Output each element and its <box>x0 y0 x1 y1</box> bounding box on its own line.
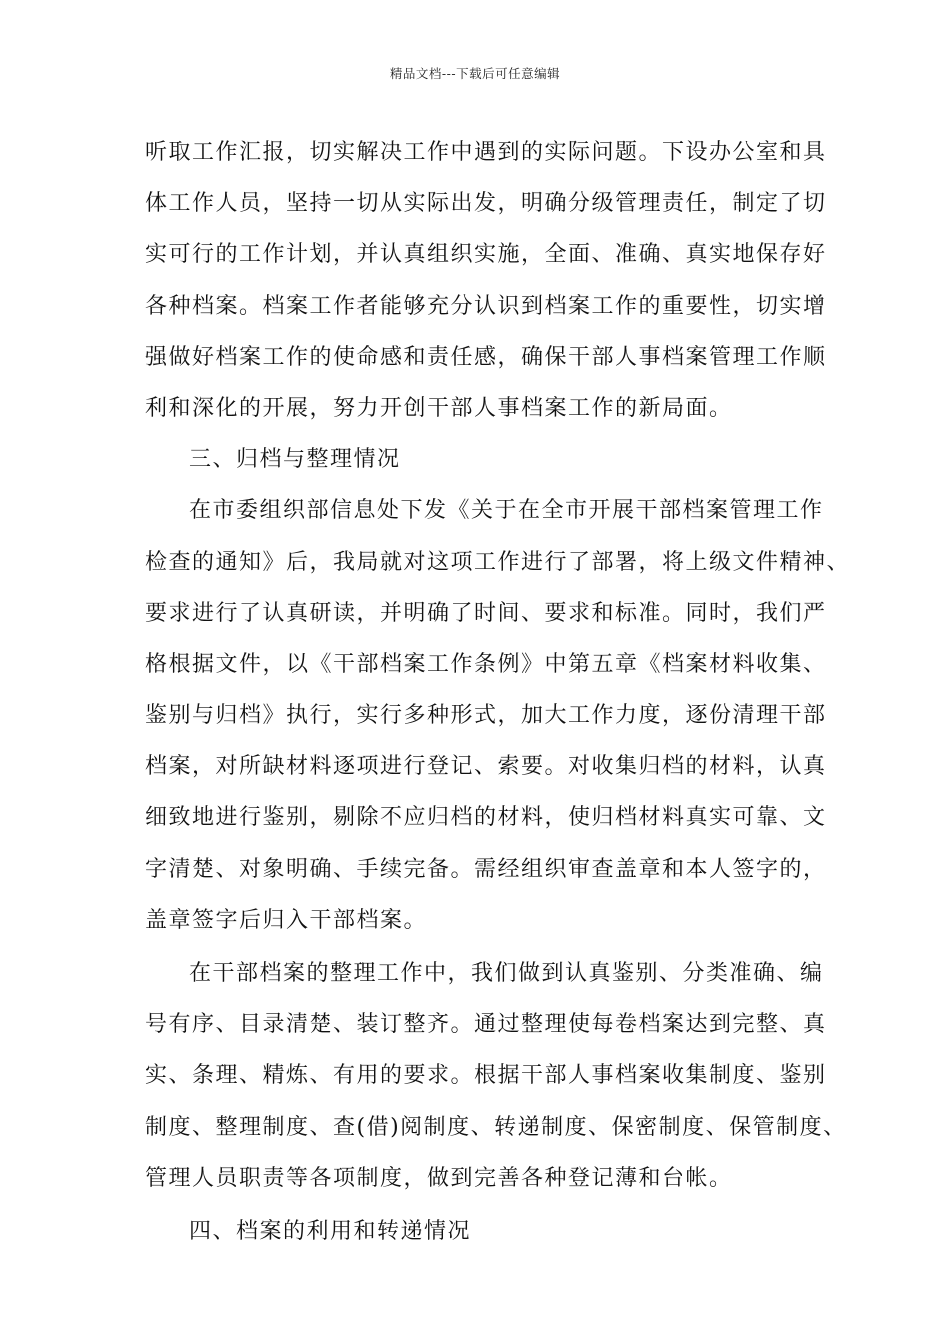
paragraph-line: 格根据文件，以《干部档案工作条例》中第五章《档案材料收集、 <box>145 651 827 677</box>
paragraph-line: 制度、整理制度、查(借)阅制度、转递制度、保密制度、保管制度、 <box>145 1114 847 1140</box>
paragraph-line: 管理人员职责等各项制度，做到完善各种登记薄和台帐。 <box>145 1165 733 1191</box>
paragraph-line: 在市委组织部信息处下发《关于在全市开展干部档案管理工作 <box>189 498 824 524</box>
paragraph-line: 利和深化的开展，努力开创干部人事档案工作的新局面。 <box>145 395 733 421</box>
document-body <box>145 127 851 1257</box>
paragraph-line: 体工作人员，坚持一切从实际出发，明确分级管理责任，制定了切 <box>145 191 827 217</box>
paragraph-line: 检查的通知》后，我局就对这项工作进行了部署，将上级文件精神、 <box>145 549 851 575</box>
paragraph-line: 号有序、目录清楚、装订整齐。通过整理使每卷档案达到完整、真 <box>145 1012 827 1038</box>
section-heading: 三、归档与整理情况 <box>189 447 401 473</box>
paragraph-line: 字清楚、对象明确、手续完备。需经组织审查盖章和本人签字的， <box>145 856 827 882</box>
paragraph-line: 要求进行了认真研读，并明确了时间、要求和标准。同时，我们严 <box>145 600 827 626</box>
paragraph-line: 各种档案。档案工作者能够充分认识到档案工作的重要性，切实增 <box>145 293 827 319</box>
paragraph-line: 档案，对所缺材料逐项进行登记、索要。对收集归档的材料，认真 <box>145 754 827 780</box>
paragraph-line: 强做好档案工作的使命感和责任感，确保干部人事档案管理工作顺 <box>145 344 827 370</box>
paragraph-line: 实可行的工作计划，并认真组织实施，全面、准确、真实地保存好 <box>145 242 827 268</box>
paragraph-line: 细致地进行鉴别，剔除不应归档的材料，使归档材料真实可靠、文 <box>145 805 827 831</box>
paragraph-line: 在干部档案的整理工作中，我们做到认真鉴别、分类准确、编 <box>189 961 824 986</box>
paragraph-line: 盖章签字后归入干部档案。 <box>145 907 428 933</box>
paragraph-line: 听取工作汇报，切实解决工作中遇到的实际问题。下设办公室和具 <box>145 140 827 165</box>
section-heading: 四、档案的利用和转递情况 <box>189 1218 472 1244</box>
page-header: 精品文档---下载后可任意编辑 <box>389 66 561 81</box>
paragraph-line: 实、条理、精炼、有用的要求。根据干部人事档案收集制度、鉴别 <box>145 1063 827 1089</box>
paragraph-line: 鉴别与归档》执行，实行多种形式，加大工作力度，逐份清理干部 <box>145 703 827 729</box>
